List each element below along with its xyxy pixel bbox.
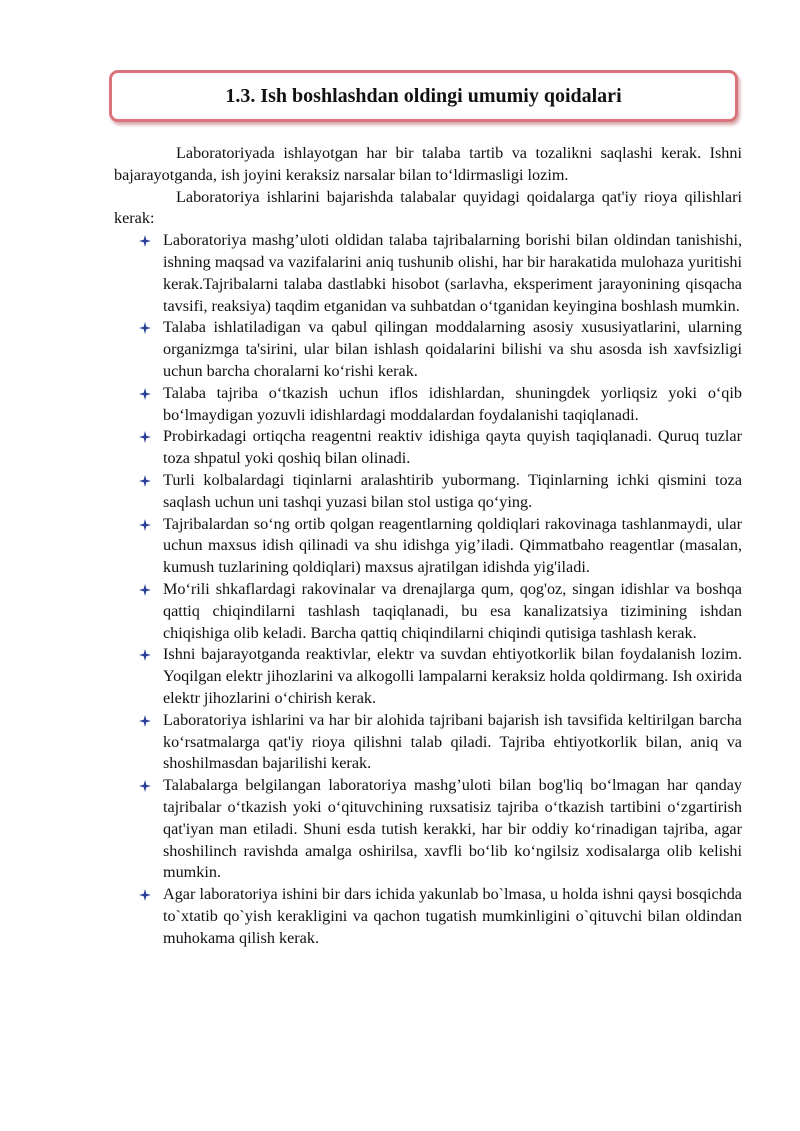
rule-text: Talaba ishlatiladigan va qabul qilingan moddalarning asosiy xususiyatlarini, ularning organizmga ta'sirini, ular bilan ishlash qoidalarini bilishi va shu asosda ish xavfsizligi uchun barcha choralarni ko‘rishi kerak. bbox=[163, 318, 742, 380]
section-title: 1.3. Ish boshlashdan oldingi umumiy qoidalari bbox=[225, 84, 622, 107]
rule-item bbox=[114, 470, 742, 514]
diamond-star-bullet-icon bbox=[139, 649, 151, 661]
rule-text: Talaba tajriba o‘tkazish uchun iflos idishlardan, shuningdek yorliqsiz yoki o‘qib bo‘lmaydigan yozuvli idishlardagi moddalardan foydalanishi taqiqlanadi. bbox=[163, 383, 742, 424]
rules-list bbox=[114, 230, 742, 949]
rule-text: Laboratoriya mashg’uloti oldidan talaba tajribalarning borishi bilan oldindan tanishishi, ishning maqsad va vazifalarini aniq tushunib olishi, har bir harakatida mulohaza yuritishi kerak.Tajribalarni talaba dastlabki hisobot (sarlavha, eksperiment jarayonining qisqacha tavsifi, reaksiya) taqdim etganidan va suhbatdan o‘tganidan keyingina boshlash mumkin. bbox=[163, 231, 742, 315]
section-title-box bbox=[109, 70, 738, 122]
rule-item bbox=[114, 383, 742, 427]
rule-item bbox=[114, 317, 742, 382]
rule-item bbox=[114, 884, 742, 949]
diamond-star-bullet-icon bbox=[139, 715, 151, 727]
diamond-star-bullet-icon bbox=[139, 584, 151, 596]
diamond-star-bullet-icon bbox=[139, 431, 151, 443]
rule-item bbox=[114, 426, 742, 470]
rule-text: Ishni bajarayotganda reaktivlar, elektr va suvdan ehtiyotkorlik bilan foydalanish lozim. Yoqilgan elektr jihozlarini va alkogolli lampalarni keraksiz holda qoldirmang. Ish oxirida elektr jihozlarini o‘chirish kerak. bbox=[163, 645, 742, 707]
rule-text: Tajribalardan so‘ng ortib qolgan reagentlarning qoldiqlari rakovinaga tashlanmaydi, ular uchun maxsus idish qilinadi va shu idishga yig’iladi. Qimmatbaho reagentlar (masalan, kumush tuzlarining qoldiqlari) maxsus ajratilgan idishda yig'iladi. bbox=[163, 514, 742, 577]
diamond-star-bullet-icon bbox=[139, 519, 151, 531]
rule-item bbox=[114, 579, 742, 644]
diamond-star-bullet-icon bbox=[139, 475, 151, 487]
rule-item bbox=[114, 710, 742, 775]
rule-text: Probirkadagi ortiqcha reagentni reaktiv idishiga qayta quyish taqiqlanadi. Quruq tuzlar toza shpatul yoki qoshiq bilan olinadi. bbox=[163, 427, 742, 468]
document-body bbox=[114, 143, 742, 949]
rule-item bbox=[114, 644, 742, 709]
diamond-star-bullet-icon bbox=[139, 780, 151, 792]
rule-text: Mo‘rili shkaflardagi rakovinalar va drenajlarga qum, qog'oz, singan idishlar va boshqa qattiq chiqindilarni tashlash taqiqlanadi, bu esa kanalizatsiya tizimining ishdan chiqishiga olib keladi. Barcha qattiq chiqindilarni chiqindi qutisiga tashlash kerak. bbox=[163, 579, 742, 642]
diamond-star-bullet-icon bbox=[139, 235, 151, 247]
rule-item bbox=[114, 775, 742, 884]
rule-text: Laboratoriya ishlarini va har bir alohida tajribani bajarish ish tavsifida keltirilgan barcha ko‘rsatmalarga qat'iy rioya qilishni talab qiladi. Tajriba ehtiyotkorlik bilan, aniq va shoshilmasdan bajarilishi kerak. bbox=[163, 710, 742, 773]
rule-item bbox=[114, 514, 742, 579]
diamond-star-bullet-icon bbox=[139, 388, 151, 400]
rule-text: Agar laboratoriya ishini bir dars ichida yakunlab bo`lmasa, u holda ishni qaysi bosqichda to`xtatib qo`yish kerakligini va qachon tugatish mumkinligini o`qituvchi bilan oldindan muhokama qilish kerak. bbox=[163, 885, 742, 947]
rule-item bbox=[114, 230, 742, 317]
rule-text: Turli kolbalardagi tiqinlarni aralashtirib yubormang. Tiqinlarning ichki qismini toza saqlash uchun uni tashqi yuzasi bilan stol ustiga qo‘ying. bbox=[163, 470, 742, 511]
rules-intro-paragraph: Laboratoriya ishlarini bajarishda talabalar quyidagi qoidalarga qat'iy rioya qilishlari kerak: bbox=[114, 187, 742, 228]
rule-text: Talabalarga belgilangan laboratoriya mashg’uloti bilan bog'liq bo‘lmagan har qanday tajribalar o‘tkazish yoki o‘qituvchining ruxsatisiz tajriba o‘tkazish tartibini o‘zgartirish qat'iyan man etiladi. Shuni esda tutish kerakki, har bir oddiy ko‘rinadigan tajriba, agar shoshilinch ravishda amalga oshirilsa, xavfli bo‘lib ko‘ngilsiz xodisalarga olib kelishi mumkin. bbox=[163, 776, 742, 882]
diamond-star-bullet-icon bbox=[139, 889, 151, 901]
intro-paragraph: Laboratoriyada ishlayotgan har bir talaba tartib va tozalikni saqlashi kerak. Ishni bajarayotganda, ish joyini keraksiz narsalar bilan to‘ldirmasligi lozim. bbox=[114, 144, 742, 184]
diamond-star-bullet-icon bbox=[139, 322, 151, 334]
